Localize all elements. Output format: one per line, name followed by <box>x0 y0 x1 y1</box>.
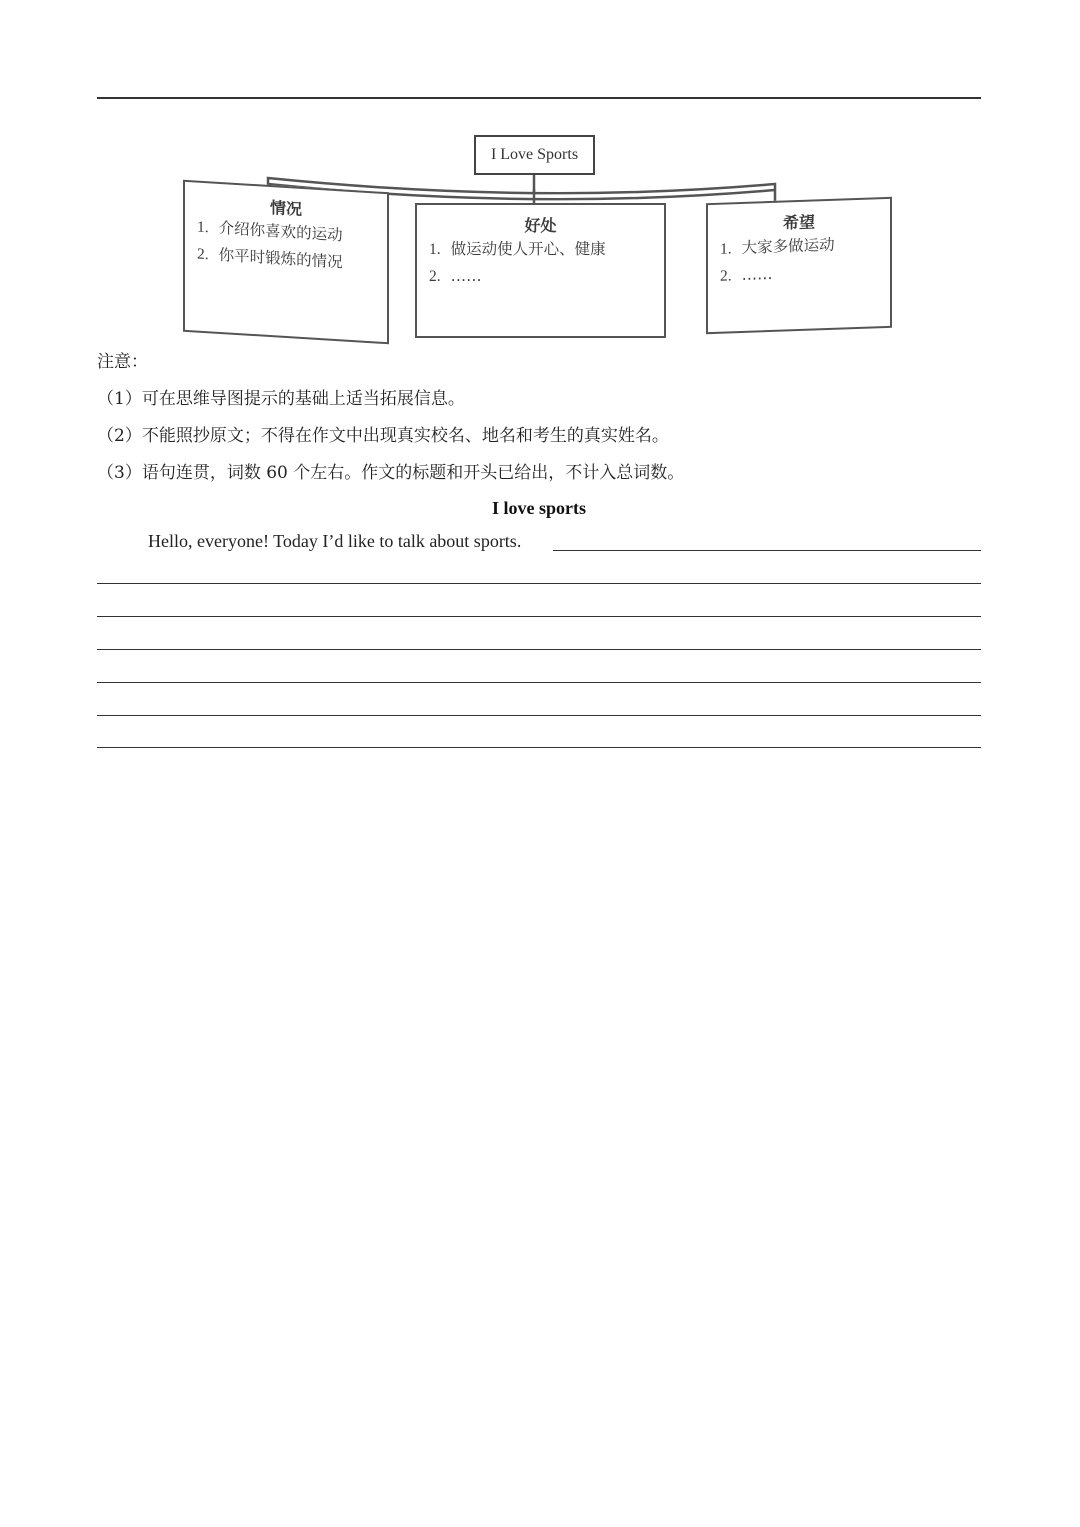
writing-line[interactable] <box>553 550 981 551</box>
item-number: 2. <box>197 245 209 264</box>
mind-map-box-benefits <box>415 203 666 338</box>
box-heading: 情况 <box>269 198 302 219</box>
notes-section <box>97 350 981 498</box>
writing-line[interactable] <box>97 715 981 716</box>
essay-title: I love sports <box>492 498 586 518</box>
item-number: 1. <box>429 241 441 258</box>
item-number: 2. <box>429 268 441 285</box>
box-item <box>429 263 664 290</box>
item-number: 2. <box>720 267 732 285</box>
item-number: 1. <box>720 240 732 258</box>
note-item: （2）不能照抄原文；不得在作文中出现真实校名、地名和考生的真实姓名。 <box>97 426 669 446</box>
mind-map-title: I Love Sports <box>474 135 595 175</box>
writing-line[interactable] <box>97 616 981 617</box>
notes-heading: 注意： <box>97 352 148 372</box>
box-item <box>429 236 664 263</box>
box-heading: 好处 <box>524 216 557 235</box>
item-text: …… <box>741 264 773 285</box>
note-item: （1）可在思维导图提示的基础上适当拓展信息。 <box>97 389 465 409</box>
item-text: 介绍你喜欢的运动 <box>218 218 343 245</box>
mind-map <box>0 0 1080 345</box>
mind-map-box-situation <box>183 180 389 345</box>
writing-line[interactable] <box>97 649 981 650</box>
item-number: 1. <box>197 218 209 237</box>
item-text: 你平时锻炼的情况 <box>218 245 343 272</box>
essay-opening: Hello, everyone! Today I’d like to talk about sports. <box>148 531 522 551</box>
box-heading: 希望 <box>782 212 815 233</box>
note-item: （3）语句连贯，词数 60 个左右。作文的标题和开头已给出，不计入总词数。 <box>97 463 685 483</box>
box-item <box>720 257 890 290</box>
item-text: …… <box>450 267 482 285</box>
mind-map-box-hopes <box>706 197 892 334</box>
item-text: 做运动使人开心、健康 <box>450 240 606 258</box>
writing-line[interactable] <box>97 747 981 748</box>
writing-line[interactable] <box>97 583 981 584</box>
item-text: 大家多做运动 <box>741 235 835 258</box>
writing-line[interactable] <box>97 682 981 683</box>
